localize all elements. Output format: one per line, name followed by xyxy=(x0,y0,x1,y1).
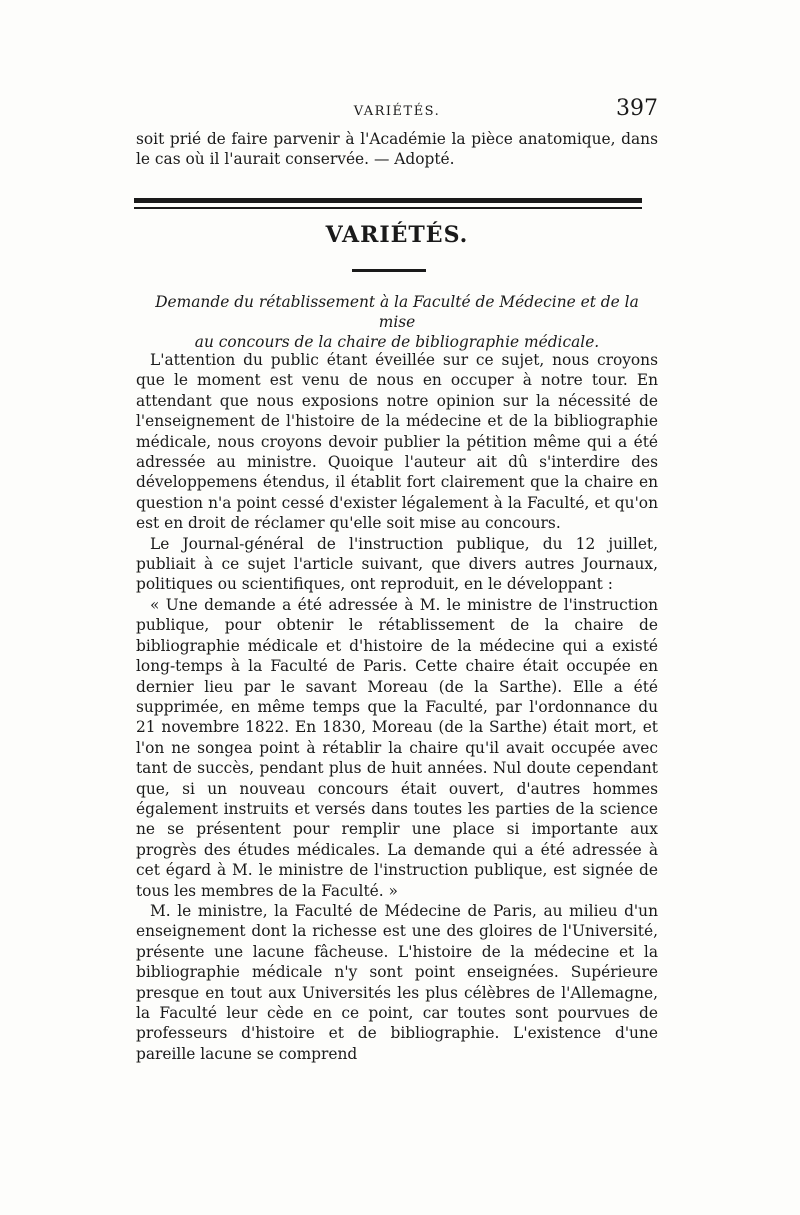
double-rule-thin xyxy=(134,207,642,209)
running-header xyxy=(136,96,658,124)
page-number: 397 xyxy=(616,96,658,121)
article-body xyxy=(136,350,658,1064)
article-heading xyxy=(136,292,658,352)
article-heading-line: Demande du rétablissement à la Faculté de Médecine et de la mise xyxy=(155,293,639,331)
body-paragraph: « Une demande a été adressée à M. le ministre de l'instruction publique, pour obtenir le rétablissement de la chaire de bibliographie médicale et d'histoire de la médecine qui a existé long-temps à la Faculté de Paris. Cette chaire était occupée en dernier lieu par le savant Moreau (de la Sarthe). Elle a été supprimée, en même temps que la Faculté, par l'ordonnance du 21 novembre 1822. En 1830, Moreau (de la Sarthe) était mort, et l'on ne songea point à rétablir la chaire qu'il avait occupée avec tant de succès, pendant plus de huit années. Nul doute cependant que, si un nouveau concours était ouvert, d'autres hommes également instruits et versés dans toutes les parties de la science ne se présentent pour remplir une place si importante aux progrès des études médicales. La demande qui a été adressée à cet égard à M. le ministre de l'instruction publique, est signée de tous les membres de la Faculté. » xyxy=(136,595,658,900)
article-heading-line: au concours de la chaire de bibliographie médicale. xyxy=(194,333,600,351)
body-paragraph: L'attention du public étant éveillée sur ce sujet, nous croyons que le moment est venu de nous en occuper à notre tour. En attendant que nous exposions notre opinion sur la nécessité de l'enseignement de l'histoire de la médecine et de la bibliographie médicale, nous croyons devoir publier la pétition même qui a été adressée au ministre. Quoique l'auteur ait dû s'interdire des développemens étendus, il établit fort clairement que la chaire en question n'a point cessé d'exister légalement à la Faculté, et qu'on est en droit de réclamer qu'elle soit mise au concours. xyxy=(136,351,658,533)
section-divider xyxy=(352,269,426,272)
carry-over-paragraph: soit prié de faire parvenir à l'Académie la pièce anatomique, dans le cas où il l'aurait conservée. — Adopté. xyxy=(136,130,658,168)
running-title: VARIÉTÉS. xyxy=(353,104,441,119)
body-paragraph: M. le ministre, la Faculté de Médecine de Paris, au milieu d'un enseignement dont la richesse est une des gloires de l'Université, présente une lacune fâcheuse. L'histoire de la médecine et la bibliographie médicale n'y sont point enseignées. Supérieure presque en tout aux Universités les plus célèbres de l'Allemagne, la Faculté leur cède en ce point, car toutes sont pourvues de professeurs d'histoire et de bibliographie. L'existence d'une pareille lacune se comprend xyxy=(136,901,658,1063)
section-title: VARIÉTÉS. xyxy=(325,222,469,248)
double-rule-thick xyxy=(134,198,642,203)
body-paragraph: Le Journal-général de l'instruction publique, du 12 juillet, publiait à ce sujet l'article suivant, que divers autres Journaux, politiques ou scientifiques, ont reproduit, en le développant : xyxy=(136,534,658,594)
carry-over-text xyxy=(136,129,658,169)
